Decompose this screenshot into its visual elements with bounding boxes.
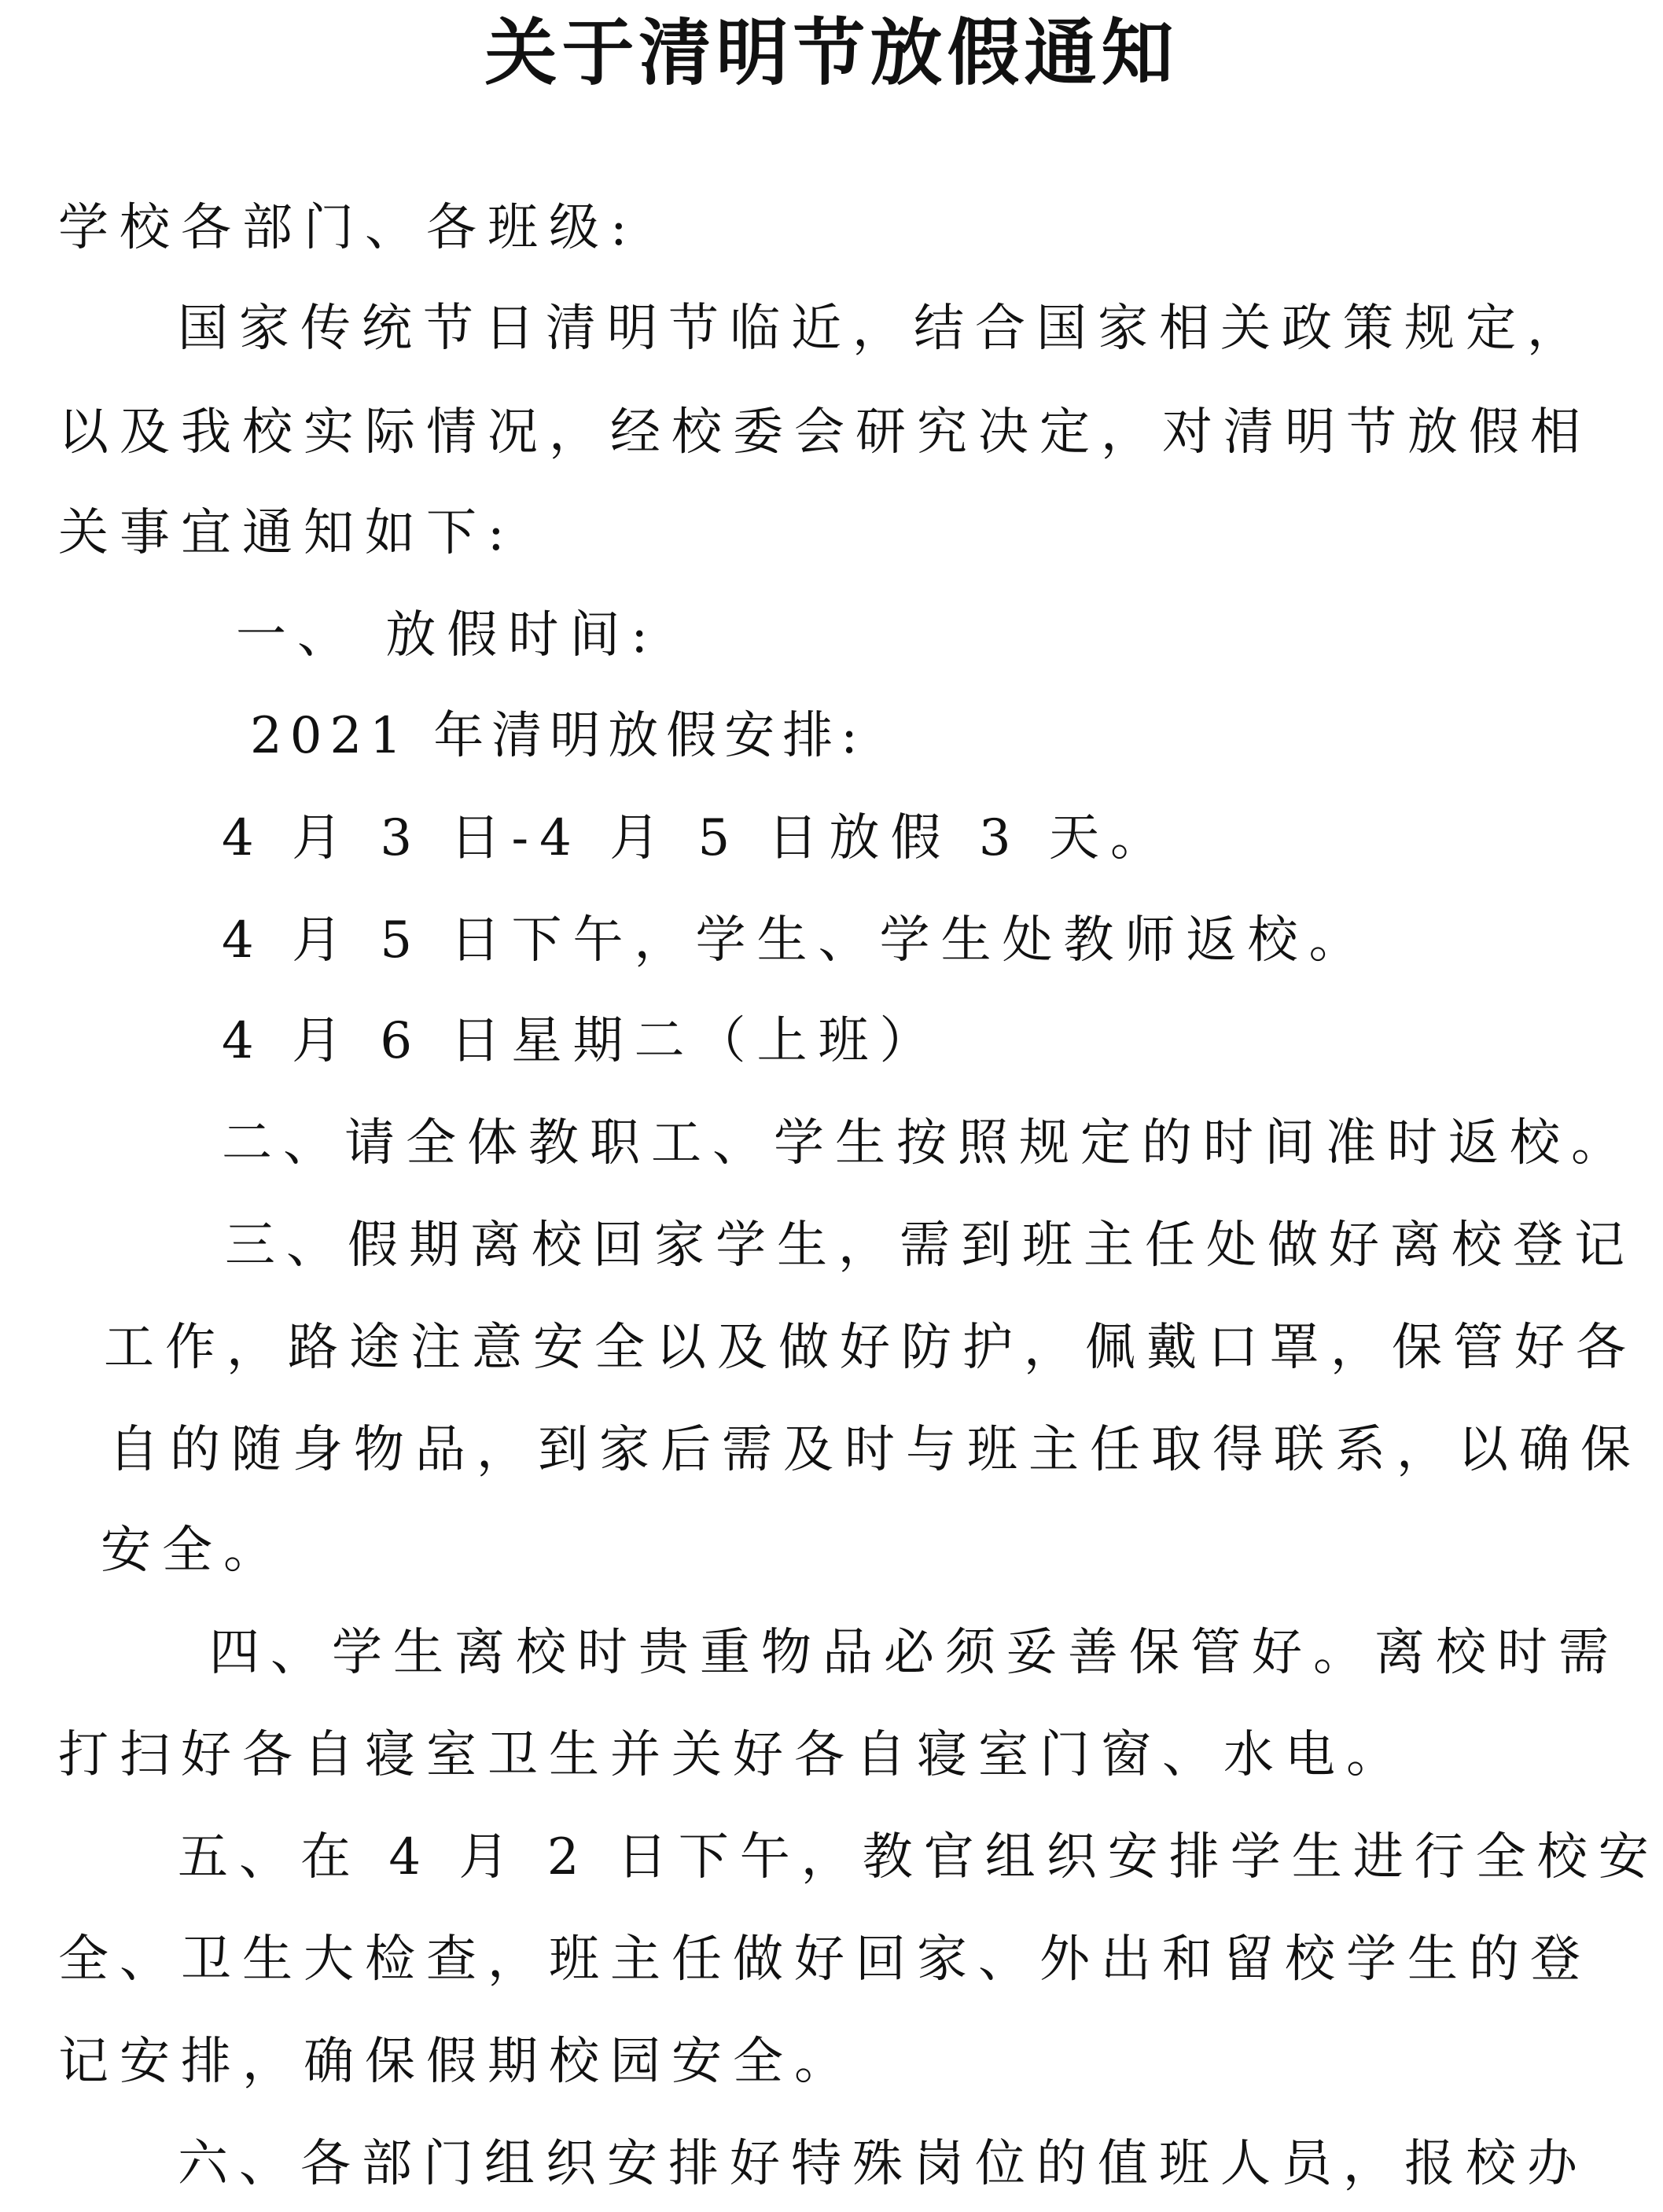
intro-line-2: 以及我校实际情况，经校委会研究决定，对清明节放假相 [58, 403, 1591, 462]
section-3-line-2: 工作，路途注意安全以及做好防护，佩戴口罩，保管好各 [104, 1319, 1637, 1377]
section-3-line-3: 自的随身物品，到家后需及时与班主任取得联系，以确保 [109, 1421, 1642, 1479]
section-5-line-3: 记安排，确保假期校园安全。 [58, 2033, 855, 2091]
document-title: 关于清明节放假通知 [484, 11, 1179, 95]
section-2: 二、请全体教职工、学生按照规定的时间准时返校。 [222, 1114, 1632, 1172]
salutation: 学校各部门、各班级: [58, 199, 638, 257]
section-3-line-1: 三、假期离校回家学生，需到班主任处做好离校登记 [225, 1216, 1635, 1275]
intro-line-3: 关事宜通知如下: [58, 504, 516, 562]
schedule-item-1: 4 月 3 日-4 月 5 日放假 3 天。 [222, 809, 1172, 867]
schedule-title: 2021 年清明放假安排: [250, 707, 866, 765]
schedule-item-3: 4 月 6 日星期二（上班） [222, 1012, 941, 1070]
section-4-line-2: 打扫好各自寝室卫生并关好各自寝室门窗、水电。 [58, 1726, 1407, 1784]
section-5-line-1: 五、在 4 月 2 日下午，教官组织安排学生进行全校安 [178, 1828, 1660, 1886]
section-5-line-2: 全、卫生大检查，班主任做好回家、外出和留校学生的登 [58, 1930, 1591, 1989]
section-1-heading: 一、 放假时间: [236, 606, 659, 664]
section-4-line-1: 四、学生离校时贵重物品必须妥善保管好。离校时需 [209, 1624, 1620, 1682]
intro-line-1: 国家传统节日清明节临近，结合国家相关政策规定， [178, 300, 1588, 358]
section-3-line-4: 安全。 [101, 1522, 285, 1580]
schedule-item-2: 4 月 5 日下午，学生、学生处教师返校。 [222, 911, 1371, 970]
section-6-line-1: 六、各部门组织安排好特殊岗位的值班人员，报校办 [178, 2135, 1588, 2193]
